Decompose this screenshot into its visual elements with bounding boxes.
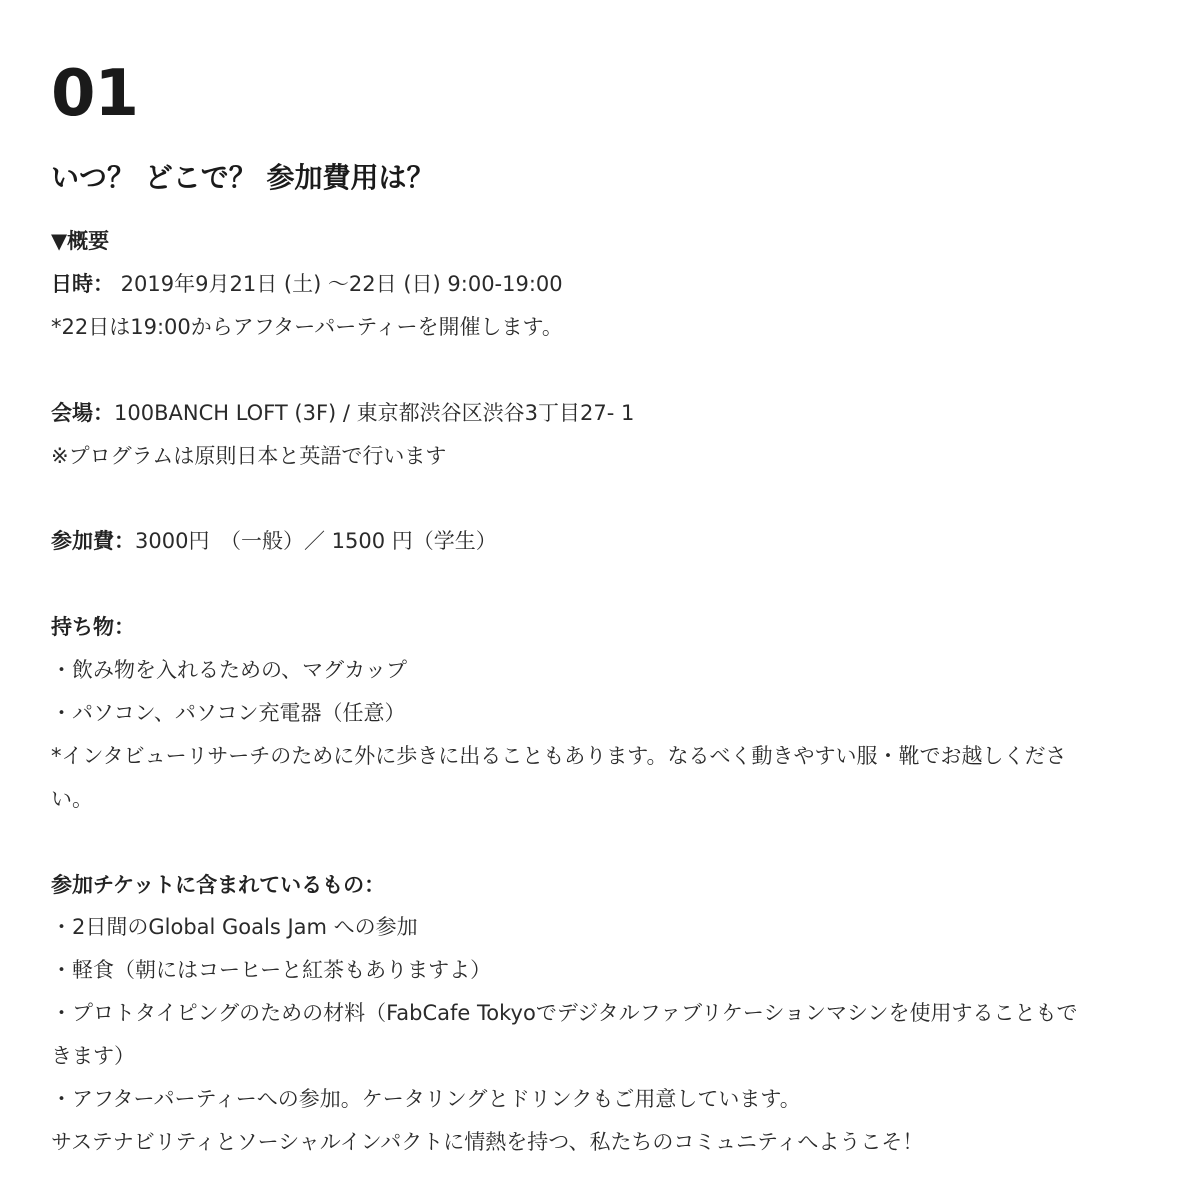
fee-value: 3000円 （一般）／ 1500 円（学生）: [135, 529, 497, 554]
venue-label: 会場：: [51, 400, 114, 425]
afterparty-note: *22日は19:00からアフターパーティーを開催します。: [51, 314, 563, 339]
language-note: ※プログラムは原則日本と英語で行います: [51, 443, 447, 468]
spacer: [51, 349, 1151, 392]
ticket-item: ・プロトタイピングのための材料（FabCafe Tokyoでデジタルファブリケーションマシンを使用することもで: [51, 1001, 1078, 1026]
closing-message: サステナビリティとソーシャルインパクトに情熱を持つ、私たちのコミュニティへようこそ！: [51, 1129, 924, 1154]
ticket-item-continued: きます）: [51, 1044, 135, 1069]
belongings-item: ・飲み物を入れるための、マグカップ: [51, 658, 407, 683]
ticket-title: 参加チケットに含まれているもの：: [51, 872, 386, 897]
section-heading: いつ？ どこで？ 参加費用は？: [51, 161, 435, 194]
belongings-title: 持ち物：: [51, 615, 135, 640]
spacer: [51, 477, 1151, 520]
ticket-item: ・軽食（朝にはコーヒーと紅茶もありますよ）: [51, 958, 492, 983]
spacer: [51, 563, 1151, 606]
belongings-note: *インタビューリサーチのために外に歩きに出ることもあります。なるべく動きやすい服・靴でお越しくださ: [51, 743, 1067, 768]
belongings-note-continued: い。: [51, 786, 93, 811]
overview-title: ▼概要: [51, 229, 110, 253]
fee-line: [51, 520, 1151, 563]
spacer: [51, 821, 1151, 864]
section-number: 01: [51, 57, 139, 131]
fee-label: 参加費：: [51, 529, 135, 554]
ticket-item: ・2日間のGlobal Goals Jam への参加: [51, 915, 418, 940]
datetime-value: 2019年9月21日 (土) 〜22日 (日) 9:00-19:00: [114, 271, 563, 296]
venue-value: 100BANCH LOFT (3F) / 東京都渋谷区渋谷3丁目27- 1: [114, 400, 635, 425]
datetime-line: [51, 263, 1151, 306]
datetime-label: 日時：: [51, 271, 114, 296]
venue-line: [51, 392, 1151, 435]
belongings-item: ・パソコン、パソコン充電器（任意）: [51, 700, 406, 725]
ticket-item: ・アフターパーティーへの参加。ケータリングとドリンクもご用意しています。: [51, 1087, 801, 1112]
event-details: [51, 220, 1151, 1164]
